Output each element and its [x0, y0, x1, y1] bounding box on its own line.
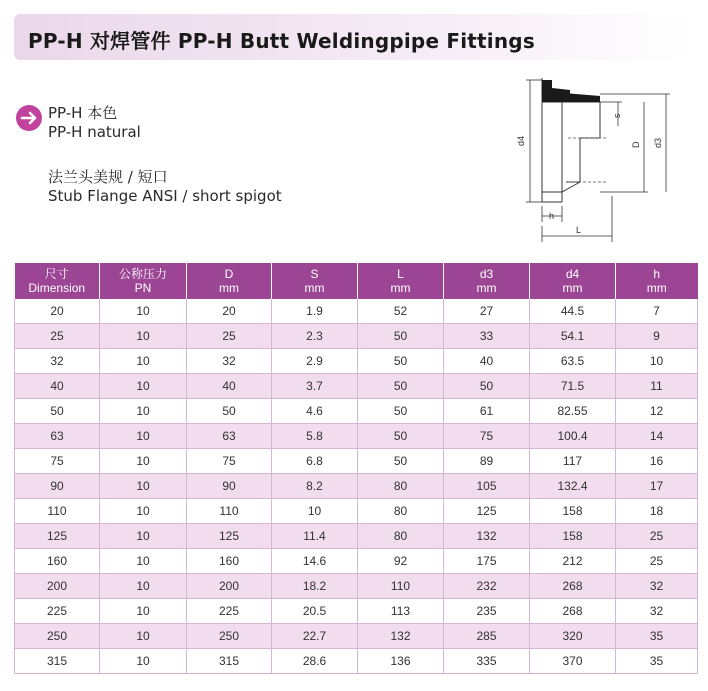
table-cell: 1.9: [272, 299, 358, 324]
type-en: Stub Flange ANSI / short spigot: [48, 187, 282, 205]
dimension-table: [14, 263, 697, 674]
label-s: s: [612, 113, 622, 118]
table-cell: 28.6: [272, 649, 358, 674]
table-cell: 18: [616, 499, 698, 524]
table-row: [15, 524, 698, 549]
table-cell: 33: [444, 324, 530, 349]
header-d4: d4 mm: [530, 263, 616, 299]
table-cell: 50: [358, 424, 444, 449]
table-cell: 11: [616, 374, 698, 399]
table-cell: 75: [15, 449, 100, 474]
table-cell: 10: [616, 349, 698, 374]
table-cell: 10: [272, 499, 358, 524]
header-L: L mm: [358, 263, 444, 299]
table-cell: 80: [358, 499, 444, 524]
table-cell: 20: [15, 299, 100, 324]
table-cell: 10: [100, 549, 187, 574]
table-cell: 71.5: [530, 374, 616, 399]
table-cell: 3.7: [272, 374, 358, 399]
table-cell: 10: [100, 524, 187, 549]
table-cell: 89: [444, 449, 530, 474]
table-cell: 63.5: [530, 349, 616, 374]
table-row: [15, 649, 698, 674]
table-cell: 125: [444, 499, 530, 524]
table-row: [15, 374, 698, 399]
table-cell: 4.6: [272, 399, 358, 424]
table-cell: 113: [358, 599, 444, 624]
table-cell: 10: [100, 299, 187, 324]
table-cell: 27: [444, 299, 530, 324]
table-cell: 32: [616, 599, 698, 624]
table-row: [15, 299, 698, 324]
table-cell: 20.5: [272, 599, 358, 624]
table-cell: 160: [187, 549, 272, 574]
table-cell: 132: [358, 624, 444, 649]
header-d3: d3 mm: [444, 263, 530, 299]
header-D: D mm: [187, 263, 272, 299]
label-d4: d4: [516, 135, 526, 146]
table-cell: 10: [100, 349, 187, 374]
table-cell: 158: [530, 524, 616, 549]
table-cell: 25: [616, 524, 698, 549]
table-row: [15, 574, 698, 599]
header-h: h mm: [616, 263, 698, 299]
table-cell: 75: [444, 424, 530, 449]
table-cell: 10: [100, 374, 187, 399]
table-cell: 63: [187, 424, 272, 449]
table-cell: 11.4: [272, 524, 358, 549]
table-cell: 50: [187, 399, 272, 424]
table-row: [15, 474, 698, 499]
table-cell: 50: [358, 374, 444, 399]
table-cell: 125: [15, 524, 100, 549]
table-cell: 10: [100, 649, 187, 674]
table-row: [15, 599, 698, 624]
label-h: h: [549, 211, 555, 221]
table-cell: 110: [187, 499, 272, 524]
table-cell: 105: [444, 474, 530, 499]
table-cell: 2.3: [272, 324, 358, 349]
table-cell: 10: [100, 574, 187, 599]
table-cell: 32: [616, 574, 698, 599]
table-cell: 10: [100, 399, 187, 424]
table-row: [15, 324, 698, 349]
table-cell: 18.2: [272, 574, 358, 599]
table-cell: 82.55: [530, 399, 616, 424]
table-cell: 50: [444, 374, 530, 399]
table-cell: 80: [358, 474, 444, 499]
table-cell: 136: [358, 649, 444, 674]
table-cell: 370: [530, 649, 616, 674]
table-cell: 80: [358, 524, 444, 549]
table-cell: 35: [616, 624, 698, 649]
table-cell: 100.4: [530, 424, 616, 449]
table-cell: 285: [444, 624, 530, 649]
table-cell: 315: [15, 649, 100, 674]
table-cell: 10: [100, 474, 187, 499]
header-S: S mm: [272, 263, 358, 299]
table-cell: 32: [187, 349, 272, 374]
table-cell: 9: [616, 324, 698, 349]
table-cell: 235: [444, 599, 530, 624]
table-cell: 14.6: [272, 549, 358, 574]
table-cell: 16: [616, 449, 698, 474]
table-cell: 158: [530, 499, 616, 524]
material-en: PP-H natural: [48, 123, 141, 141]
table-cell: 320: [530, 624, 616, 649]
table-cell: 110: [358, 574, 444, 599]
table-cell: 63: [15, 424, 100, 449]
table-cell: 250: [187, 624, 272, 649]
table-cell: 10: [100, 324, 187, 349]
table-cell: 10: [100, 624, 187, 649]
table-cell: 40: [444, 349, 530, 374]
table-cell: 175: [444, 549, 530, 574]
table-cell: 212: [530, 549, 616, 574]
table-cell: 7: [616, 299, 698, 324]
table-row: [15, 399, 698, 424]
table-cell: 75: [187, 449, 272, 474]
table-cell: 200: [187, 574, 272, 599]
table-cell: 10: [100, 599, 187, 624]
table-cell: 132: [444, 524, 530, 549]
table-cell: 268: [530, 574, 616, 599]
table-cell: 17: [616, 474, 698, 499]
label-L: L: [576, 225, 582, 235]
table-cell: 25: [15, 324, 100, 349]
table-row: [15, 424, 698, 449]
table-cell: 54.1: [530, 324, 616, 349]
table-cell: 35: [616, 649, 698, 674]
table-cell: 25: [616, 549, 698, 574]
table-cell: 10: [100, 424, 187, 449]
table-cell: 250: [15, 624, 100, 649]
table-cell: 25: [187, 324, 272, 349]
arrow-right-icon: [15, 104, 43, 132]
table-row: [15, 349, 698, 374]
table-cell: 125: [187, 524, 272, 549]
table-cell: 232: [444, 574, 530, 599]
table-header-row: [15, 263, 698, 299]
table-row: [15, 624, 698, 649]
table-row: [15, 449, 698, 474]
table-cell: 12: [616, 399, 698, 424]
table-cell: 268: [530, 599, 616, 624]
table-cell: 50: [15, 399, 100, 424]
table-cell: 110: [15, 499, 100, 524]
table-cell: 61: [444, 399, 530, 424]
table-cell: 92: [358, 549, 444, 574]
table-cell: 32: [15, 349, 100, 374]
table-cell: 50: [358, 349, 444, 374]
table-cell: 335: [444, 649, 530, 674]
table-cell: 20: [187, 299, 272, 324]
table-cell: 90: [15, 474, 100, 499]
table-cell: 5.8: [272, 424, 358, 449]
table-row: [15, 549, 698, 574]
table-cell: 44.5: [530, 299, 616, 324]
table-cell: 315: [187, 649, 272, 674]
label-d3: d3: [653, 137, 663, 148]
table-cell: 8.2: [272, 474, 358, 499]
table-cell: 225: [187, 599, 272, 624]
material-cn: PP-H 本色: [48, 104, 118, 122]
label-D: D: [631, 141, 641, 148]
table-cell: 40: [187, 374, 272, 399]
table-cell: 6.8: [272, 449, 358, 474]
page-title: PP-H 对焊管件 PP-H Butt Weldingpipe Fittings: [28, 29, 535, 53]
table-cell: 10: [100, 449, 187, 474]
table-cell: 160: [15, 549, 100, 574]
type-cn: 法兰头美规 / 短口: [48, 168, 168, 186]
header-pn: 公称压力 PN: [100, 263, 187, 299]
table-cell: 132.4: [530, 474, 616, 499]
table-cell: 117: [530, 449, 616, 474]
table-cell: 2.9: [272, 349, 358, 374]
table-cell: 50: [358, 324, 444, 349]
table-cell: 52: [358, 299, 444, 324]
table-cell: 10: [100, 499, 187, 524]
table-cell: 40: [15, 374, 100, 399]
table-cell: 14: [616, 424, 698, 449]
header-dimension: 尺寸 Dimension: [15, 263, 100, 299]
table-row: [15, 499, 698, 524]
table-cell: 22.7: [272, 624, 358, 649]
table-cell: 90: [187, 474, 272, 499]
table-cell: 200: [15, 574, 100, 599]
table-cell: 225: [15, 599, 100, 624]
table-cell: 50: [358, 449, 444, 474]
table-cell: 50: [358, 399, 444, 424]
stub-flange-diagram: [508, 76, 688, 244]
